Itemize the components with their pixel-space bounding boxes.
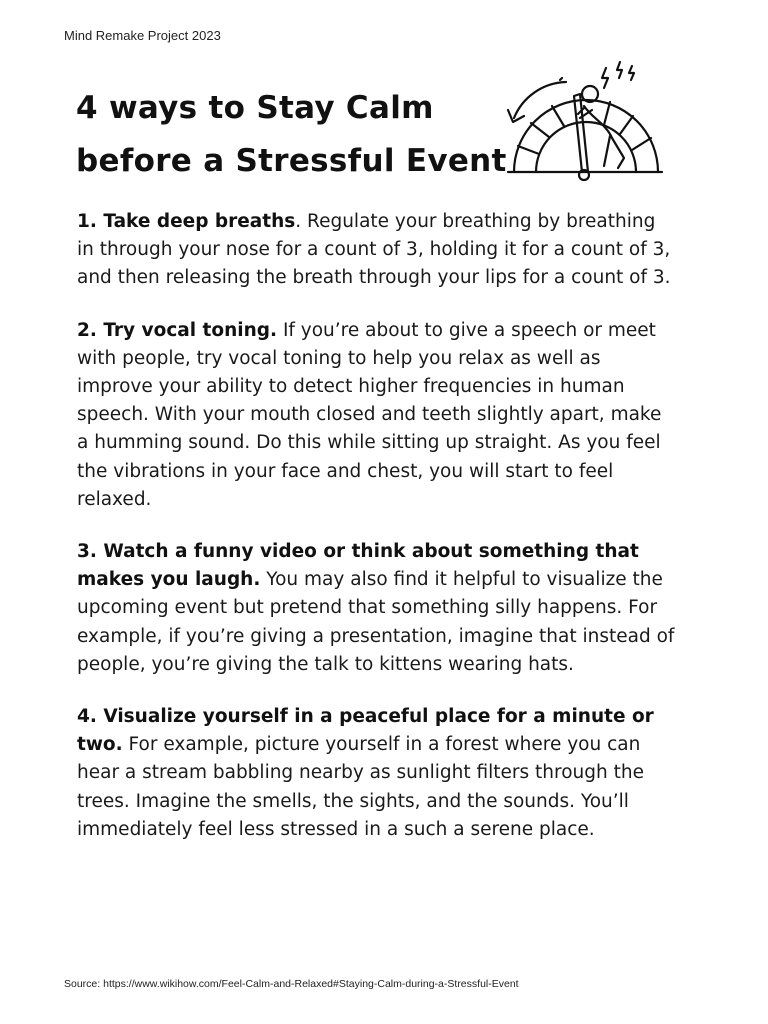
- tip-heading: 4. Visualize yourself in a peaceful place for a minute or two.: [77, 706, 654, 756]
- project-label: Mind Remake Project 2023: [64, 28, 221, 43]
- title-line-2: before a Stressful Event: [76, 143, 507, 179]
- tip-item-2: [77, 317, 677, 514]
- tip-heading: 1. Take deep breaths: [77, 211, 296, 232]
- tip-item-4: [77, 703, 677, 844]
- tip-body: . Regulate your breathing by breathing in through your nose for a count of 3, holding it for a count of 3, and then releasing the breath through your lips for a count of 3.: [77, 211, 671, 289]
- stress-gauge-icon: [500, 58, 668, 186]
- source-citation: Source: https://www.wikihow.com/Feel-Calm-and-Relaxed#Staying-Calm-during-a-Stressful-Event: [64, 978, 519, 990]
- tip-heading: 2. Try vocal toning.: [77, 319, 278, 341]
- tip-item-3: [77, 538, 677, 679]
- tip-body: If you’re about to give a speech or meet with people, try vocal toning to help you relax as well as improve your ability to detect higher frequencies in human speech. With your mouth closed and teeth slightly apart, make a humming sound. Do this while sitting up straight. As you feel the vibrations in your face and chest, you will start to feel relaxed.: [77, 319, 662, 510]
- title-line-1: 4 ways to Stay Calm: [76, 90, 434, 126]
- page-title: [76, 82, 507, 188]
- tip-heading: 3. Watch a funny video or think about something that makes you laugh.: [77, 541, 639, 591]
- tip-body: You may also find it helpful to visualize the upcoming event but pretend that something silly happens. For example, if you’re giving a presentation, imagine that instead of people, you’re giving the talk to kittens wearing hats.: [77, 569, 675, 675]
- tip-body: For example, picture yourself in a forest where you can hear a stream babbling nearby as sunlight filters through the trees. Imagine the smells, the sights, and the sounds. You’ll immediately feel less stressed in a such a serene place.: [77, 734, 644, 840]
- tip-item-1: [77, 208, 677, 293]
- tips-list: [77, 208, 677, 868]
